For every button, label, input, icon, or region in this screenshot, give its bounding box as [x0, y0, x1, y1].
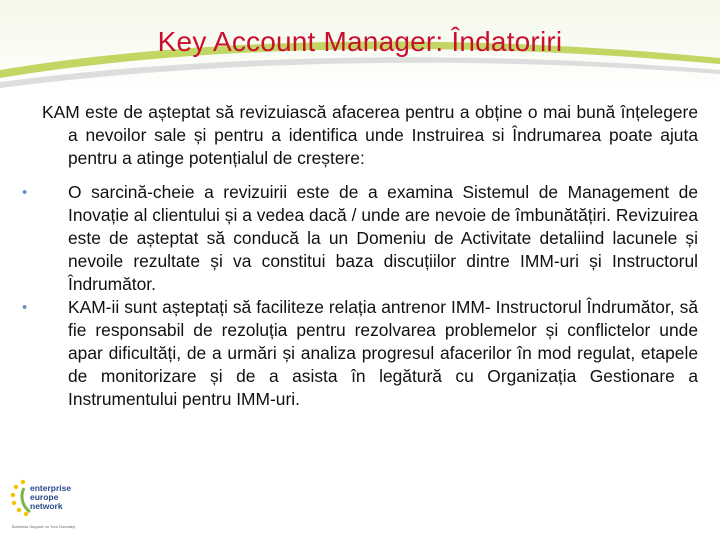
logo-tagline: Business Support on Your Doorstep: [12, 524, 76, 529]
bullet-text-2: KAM-ii sunt așteptați să faciliteze relația antrenor IMM- Instructorul Îndrumător, să fie responsabil de rezoluția pentru rezolvarea problemelor și conflictelor unde apar dificultăți, de a urmări și analiza progresul afacerilor în mod regulat, etapele de monitorizare și de a asista în legătură cu Organizația Gestionare a Instrumentului pentru IMM-uri.: [68, 297, 698, 409]
slide-title: Key Account Manager: Îndatoriri: [157, 26, 563, 57]
logo-line-2: europe: [30, 492, 59, 502]
logo-wordmark: [30, 484, 71, 511]
enterprise-europe-network-logo: [10, 472, 90, 536]
bullet-item-1: [22, 181, 698, 296]
intro-paragraph: KAM este de așteptat să revizuiască afacerea pentru a obține o mai bună înțelegere a nevoilor sale și pentru a identifica unde Instruirea si Îndrumarea poate ajuta pentru a atinge potențialul de creștere:: [42, 102, 698, 168]
bullet-list: [22, 181, 698, 411]
logo-line-1: enterprise: [30, 483, 72, 493]
bullet-item-2: [22, 296, 698, 411]
bullet-icon: •: [22, 299, 28, 316]
bullet-icon: •: [22, 184, 28, 201]
bullet-text-1: O sarcină-cheie a revizuirii este de a examina Sistemul de Management de Inovație al clientului și a vedea dacă / unde are nevoie de îmbunătățiri. Revizuirea este de așteptat să conducă la un Domeniu de Activitate detaliind lacunele și nevoile rezultate și va constitui baza discuțiilor dintre IMM-uri și Instructorul Îndrumător.: [68, 182, 698, 294]
logo-line-3: network: [30, 501, 63, 511]
